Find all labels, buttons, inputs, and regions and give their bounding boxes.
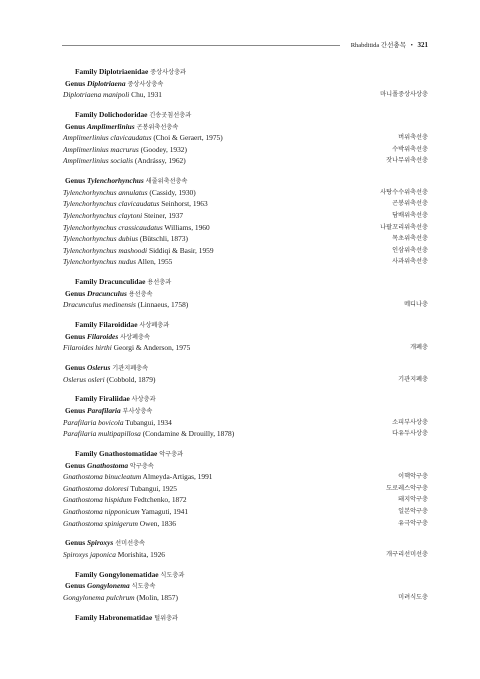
species-entry [63, 210, 428, 222]
species-korean-name: 다유두사상충 [392, 430, 428, 438]
species-entry [63, 144, 428, 156]
species-name: Oslerus osleri [63, 374, 105, 384]
species-name: Amplimerlinius macrurus [63, 144, 139, 154]
genus-label: Genus [65, 78, 87, 88]
family-korean-name: 사상폐충과 [139, 322, 170, 330]
species-author: Almeyda-Artigas, 1991 [142, 472, 213, 482]
genus-name: Gongylonema [86, 581, 130, 591]
species-author: Tubangui, 1925 [130, 483, 177, 493]
species-name: Tylenchorhynchus clavicaudatus [63, 199, 160, 209]
species-entry [63, 417, 428, 429]
section-spacer [63, 311, 428, 319]
species-author: (Cassidy, 1930) [149, 187, 196, 197]
species-korean-name: 개구리선미선충 [386, 550, 428, 558]
genus-heading [63, 580, 428, 592]
species-name: Gnathostoma binucleatum [63, 472, 142, 482]
species-author: Morishita, 1926 [117, 549, 165, 559]
species-name: Parafilaria bovicola [63, 417, 124, 427]
species-entry [63, 428, 428, 440]
genus-korean-name: 사상폐충속 [120, 333, 150, 341]
species-author: Yamaguti, 1941 [141, 506, 189, 516]
genus-label: Genus [65, 460, 87, 470]
species-entry [63, 198, 428, 210]
species-korean-name: 유극악구충 [398, 519, 428, 527]
genus-name: Amplimerlinius [86, 121, 135, 131]
species-korean-name: 버위축선충 [398, 134, 428, 142]
genus-label: Genus [65, 331, 87, 341]
section-spacer [63, 268, 428, 276]
species-korean-name: 잣나무위축선충 [386, 157, 428, 165]
section-spacer [63, 101, 428, 109]
genus-label: Genus [65, 581, 87, 591]
family-name: Family Dolichodoridae [75, 109, 148, 119]
genus-label: Genus [65, 288, 87, 298]
genus-korean-name: 부사상충속 [122, 407, 153, 415]
genus-label: Genus [65, 121, 87, 131]
species-name: Tylenchorhynchus crassicaudatus [63, 222, 163, 232]
species-author: (Choi & Geraert, 1975) [153, 133, 223, 143]
family-korean-name: 용선충과 [147, 279, 172, 287]
species-korean-name: 일본악구충 [398, 507, 428, 515]
family-heading [63, 448, 428, 460]
species-entry [63, 155, 428, 167]
species-entry [63, 132, 428, 144]
taxonomy-list [63, 66, 428, 623]
genus-heading [63, 121, 428, 133]
species-author: (Bütschli, 1873) [139, 234, 188, 244]
species-author: (Linnaeus, 1758) [137, 300, 189, 310]
species-entry [63, 374, 428, 386]
species-korean-name: 수박위축선충 [392, 145, 428, 153]
page-header [62, 40, 428, 50]
family-name: Family Gongylonematidae [75, 569, 159, 579]
species-entry [63, 518, 428, 530]
species-name: Spiroxys japonica [63, 549, 116, 559]
species-entry [63, 471, 428, 483]
family-name: Family Firaliidae [75, 394, 130, 404]
page-number: 321 [417, 41, 428, 49]
genus-name: Tylenchorhynchus [86, 176, 144, 186]
genus-name: Parafilaria [86, 405, 121, 415]
family-name: Family Diplotriaenidae [75, 67, 149, 76]
genus-name: Oslerus [86, 363, 111, 372]
family-heading [63, 569, 428, 581]
species-korean-name: 목초위축선충 [392, 235, 428, 243]
species-author: (Goodey, 1932) [140, 144, 187, 154]
species-entry [63, 506, 428, 518]
species-name: Parafilaria multipapillosa [63, 429, 141, 439]
species-korean-name: 돼지악구충 [398, 496, 428, 504]
family-korean-name: 긴송곳침선충과 [149, 111, 192, 119]
genus-korean-name: 용선충속 [128, 290, 153, 298]
genus-name: Filaroides [86, 331, 119, 341]
species-author: (Condamine & Drouilly, 1878) [142, 429, 235, 439]
species-entry [63, 483, 428, 495]
genus-label: Genus [65, 176, 87, 186]
family-heading [63, 393, 428, 405]
species-entry [63, 245, 428, 257]
species-entry [63, 256, 428, 268]
species-korean-name: 담배위축선충 [392, 211, 428, 219]
genus-label: Genus [65, 405, 87, 415]
species-name: Tylenchorhynchus dubius [63, 234, 139, 244]
species-entry [63, 299, 428, 311]
family-heading [63, 319, 428, 331]
header-bullet: • [410, 42, 413, 49]
species-name: Gongylonema pulchrum [63, 592, 135, 602]
species-entry [63, 222, 428, 234]
family-name: Family Dracunculidae [75, 277, 146, 287]
species-korean-name: 미려식도충 [398, 593, 428, 601]
species-author: Owen, 1836 [139, 518, 176, 528]
species-name: Gnathostoma doloresi [63, 483, 129, 493]
genus-korean-name: 곤봉위축선충속 [136, 123, 179, 131]
family-korean-name: 식도충과 [160, 571, 185, 579]
genus-label: Genus [65, 538, 87, 548]
genus-heading [63, 175, 428, 187]
species-name: Gnathostoma nipponicum [63, 506, 140, 516]
genus-heading [63, 362, 428, 374]
genus-name: Diplotriaena [86, 78, 126, 88]
genus-heading [63, 405, 428, 417]
family-name: Family Gnathostomatidae [75, 448, 158, 458]
species-entry [63, 342, 428, 354]
species-name: Amplimerlinius socialis [63, 156, 134, 166]
species-name: Filaroides hirthi [63, 343, 112, 353]
species-author: Siddiqi & Basir, 1959 [148, 245, 214, 255]
genus-name: Dracunculus [86, 288, 127, 298]
family-korean-name: 중상사상충과 [150, 69, 187, 76]
species-entry [63, 549, 428, 561]
species-author: Williams, 1960 [164, 222, 210, 232]
species-name: Diplotriaena manipoli [63, 90, 130, 100]
species-korean-name: 마니폴중상사상충 [380, 91, 428, 99]
family-heading [63, 612, 428, 624]
species-author: Georgi & Anderson, 1975 [113, 343, 191, 353]
species-author: Tubangui, 1934 [125, 417, 172, 427]
genus-heading [63, 537, 428, 549]
species-name: Tylenchorhynchus claytoni [63, 210, 143, 220]
genus-name: Spiroxys [86, 538, 114, 548]
species-korean-name: 기관지폐충 [398, 375, 428, 383]
family-heading [63, 276, 428, 288]
genus-korean-name: 식도충속 [131, 583, 156, 591]
species-name: Gnathostoma spinigerum [63, 518, 138, 528]
genus-korean-name: 중상사상충속 [127, 80, 164, 88]
family-heading [63, 109, 428, 121]
species-name: Tylenchorhynchus annulatus [63, 187, 148, 197]
family-korean-name: 악구충과 [159, 450, 184, 458]
genus-korean-name: 악구충속 [129, 462, 154, 470]
species-author: Fedtchenko, 1872 [133, 495, 187, 505]
species-author: Chu, 1931 [131, 90, 162, 100]
section-spacer [63, 440, 428, 448]
section-spacer [63, 354, 428, 362]
genus-label: Genus [65, 363, 87, 372]
section-spacer [63, 560, 428, 568]
family-name: Family Habronematidae [75, 612, 153, 622]
species-entry [63, 592, 428, 604]
species-name: Gnathostoma hispidum [63, 495, 132, 505]
species-author: (Andrássy, 1962) [134, 156, 186, 166]
genus-heading [63, 288, 428, 300]
species-korean-name: 나팔꼬리위축선충 [380, 223, 428, 231]
species-author: (Cobbold, 1879) [106, 374, 156, 384]
header-rule [62, 45, 340, 46]
species-korean-name: 메디나충 [404, 301, 428, 309]
species-name: Tylenchorhynchus nudus [63, 257, 137, 267]
running-header [351, 40, 428, 49]
species-name: Dracunculus medinensis [63, 300, 136, 310]
family-heading [63, 66, 428, 78]
species-entry [63, 233, 428, 245]
genus-heading [63, 78, 428, 90]
species-korean-name: 도로레스악구충 [386, 484, 428, 492]
section-spacer [63, 167, 428, 175]
species-korean-name: 개폐충 [410, 344, 428, 352]
genus-korean-name: 기관지폐충속 [112, 365, 149, 372]
species-korean-name: 인삼위축선충 [392, 246, 428, 254]
species-author: Seinhorst, 1963 [161, 199, 208, 209]
species-name: Amplimerlinius clavicaudatus [63, 133, 152, 143]
family-name: Family Filaroididae [75, 320, 138, 330]
species-korean-name: 이핵악구충 [398, 473, 428, 481]
species-korean-name: 사탕수수위축선충 [380, 188, 428, 196]
species-entry [63, 187, 428, 199]
species-entry [63, 494, 428, 506]
species-korean-name: 소피부사상충 [392, 418, 428, 426]
section-spacer [63, 603, 428, 611]
section-spacer [63, 529, 428, 537]
species-entry [63, 89, 428, 101]
family-korean-name: 털위충과 [154, 614, 179, 622]
genus-korean-name: 새줄위축선충속 [145, 178, 188, 186]
species-author: Allen, 1955 [137, 257, 173, 267]
species-name: Tylenchorhynchus mashoodi [63, 245, 148, 255]
species-korean-name: 사과위축선충 [392, 258, 428, 266]
genus-heading [63, 331, 428, 343]
species-author: (Molin, 1857) [136, 592, 178, 602]
family-korean-name: 사상충과 [131, 396, 156, 404]
genus-name: Gnathostoma [86, 460, 129, 470]
genus-heading [63, 460, 428, 472]
genus-korean-name: 선미선충속 [115, 540, 146, 548]
species-author: Steiner, 1937 [144, 210, 184, 220]
section-spacer [63, 385, 428, 393]
species-korean-name: 곤봉위축선충 [392, 200, 428, 208]
running-title: Rhabditida 간선충목 [350, 42, 406, 49]
